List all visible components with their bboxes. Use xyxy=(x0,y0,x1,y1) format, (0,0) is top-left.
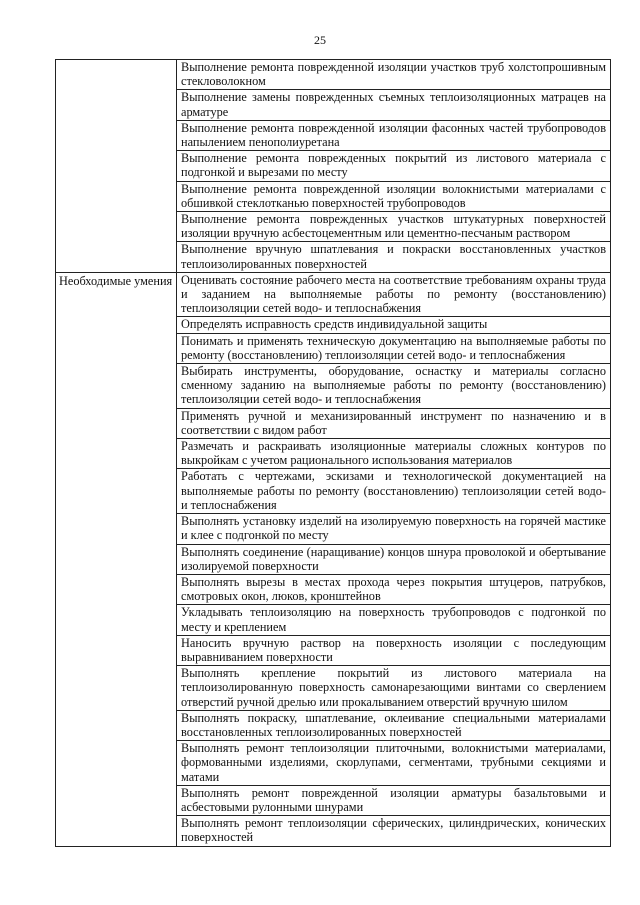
requirement-item: Выполнять соединение (наращивание) концов шнура проволокой и обертывание изолируемой поверхности xyxy=(177,544,611,574)
requirement-item: Размечать и раскраивать изоляционные материалы сложных контуров по выкройкам с учетом рационального использования материалов xyxy=(177,439,611,469)
requirement-item: Выполнение ремонта поврежденных покрытий из листового материала с подгонкой и вырезами по месту xyxy=(177,151,611,181)
requirement-item: Выполнять покраску, шпатлевание, оклеивание специальными материалами восстановленных теплоизолированных поверхностей xyxy=(177,710,611,740)
requirement-item: Выполнение ремонта поврежденной изоляции участков труб холстопрошивным стекловолокном xyxy=(177,60,611,90)
page-number: 25 xyxy=(314,33,326,47)
table-row xyxy=(56,60,611,90)
requirement-item: Укладывать теплоизоляцию на поверхность трубопроводов с подгонкой по месту и креплением xyxy=(177,605,611,635)
requirement-item: Выполнять установку изделий на изолируемую поверхность на горячей мастике и клее с подгонкой по месту xyxy=(177,514,611,544)
requirement-item: Применять ручной и механизированный инструмент по назначению и в соответствии с видом работ xyxy=(177,408,611,438)
requirement-item: Выполнение вручную шпатлевания и покраски восстановленных участков теплоизолированных поверхностей xyxy=(177,242,611,272)
requirement-item: Работать с чертежами, эскизами и технологической документацией на выполняемые работы по ремонту (восстановлению) теплоизоляции сетей водо- и теплоснабжения xyxy=(177,469,611,514)
requirement-item: Выполнять ремонт поврежденной изоляции арматуры базальтовыми и асбестовыми рулонными шнурами xyxy=(177,785,611,815)
requirement-item: Оценивать состояние рабочего места на соответствие требованиям охраны труда и заданием на выполняемые работы по ремонту (восстановлению) теплоизоляции сетей водо- и теплоснабжения xyxy=(177,272,611,317)
requirement-item: Выполнение ремонта поврежденных участков штукатурных поверхностей изоляции вручную асбестоцементным или цементно-песчаным раствором xyxy=(177,212,611,242)
requirement-item: Выполнять ремонт теплоизоляции плиточными, волокнистыми материалами, формованными изделиями, скорлупами, сегментами, трубными секциями и матами xyxy=(177,741,611,786)
requirement-item: Наносить вручную раствор на поверхность изоляции с последующим выравниванием поверхности xyxy=(177,635,611,665)
requirement-item: Выполнение замены поврежденных съемных теплоизоляционных матрацев на арматуре xyxy=(177,90,611,120)
requirement-item: Выполнять вырезы в местах прохода через покрытия штуцеров, патрубков, смотровых окон, люков, кронштейнов xyxy=(177,574,611,604)
requirements-table-body xyxy=(56,60,611,847)
requirement-item: Выполнять крепление покрытий из листового материала на теплоизолированную поверхность самонарезающими винтами со сверлением отверстий ручной дрелью или прокалыванием отверстий вручную шилом xyxy=(177,666,611,711)
requirement-item: Выполнение ремонта поврежденной изоляции фасонных частей трубопроводов напылением пенополиуретана xyxy=(177,120,611,150)
section-label xyxy=(56,60,177,273)
table-row xyxy=(56,272,611,317)
requirements-table xyxy=(55,59,611,847)
requirement-item: Определять исправность средств индивидуальной защиты xyxy=(177,317,611,333)
requirement-item: Выбирать инструменты, оборудование, оснастку и материалы согласно сменному заданию на выполняемые работы по ремонту (восстановлению) теплоизоляции сетей водо- и теплоснабжения xyxy=(177,364,611,409)
requirement-item: Выполнение ремонта поврежденной изоляции волокнистыми материалами с обшивкой стеклотканью поверхностей трубопроводов xyxy=(177,181,611,211)
requirement-item: Понимать и применять техническую документацию на выполняемые работы по ремонту (восстановлению) теплоизоляции сетей водо- и теплоснабжения xyxy=(177,333,611,363)
requirement-item: Выполнять ремонт теплоизоляции сферических, цилиндрических, конических поверхностей xyxy=(177,816,611,846)
section-label: Необходимые умения xyxy=(56,272,177,846)
